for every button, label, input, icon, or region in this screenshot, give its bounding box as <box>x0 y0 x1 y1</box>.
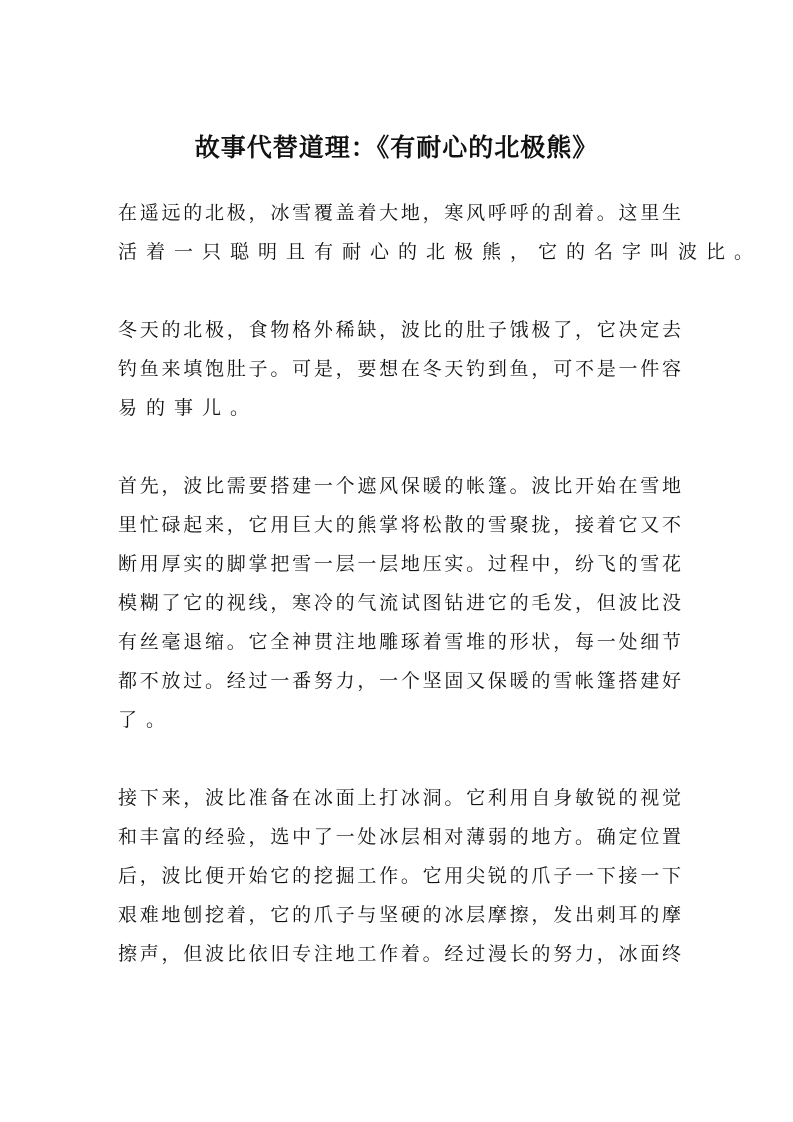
paragraph <box>118 779 681 974</box>
text-line: 在遥远的北极，冰雪覆盖着大地，寒风呼呼的刮着。这里生 <box>118 202 681 224</box>
text-line: 和丰富的经验，选中了一处冰层相对薄弱的地方。确定位置 <box>118 826 681 848</box>
paragraph <box>118 194 763 272</box>
text-line: 有丝毫退缩。它全神贯注地雕琢着雪堆的形状，每一处细节 <box>118 631 681 653</box>
text-line: 都不放过。经过一番努力，一个坚固又保暖的雪帐篷搭建好 <box>118 670 681 692</box>
paragraph <box>118 467 681 740</box>
text-line: 了。 <box>118 709 175 731</box>
text-line: 擦声，但波比依旧专注地工作着。经过漫长的努力，冰面终 <box>118 943 681 965</box>
document-title: 故事代替道理：《有耐心的北极熊》 <box>194 133 599 162</box>
text-line: 易的事儿。 <box>118 397 259 419</box>
text-line: 模糊了它的视线，寒冷的气流试图钻进它的毛发，但波比没 <box>118 592 681 614</box>
text-line: 断用厚实的脚掌把雪一层一层地压实。过程中，纷飞的雪花 <box>118 553 681 575</box>
text-line: 活着一只聪明且有耐心的北极熊，它的名字叫波比。 <box>118 241 763 263</box>
text-line: 艰难地刨挖着，它的爪子与坚硬的冰层摩擦，发出刺耳的摩 <box>118 904 681 926</box>
document-body <box>118 194 763 1013</box>
paragraph <box>118 311 681 428</box>
text-line: 里忙碌起来，它用巨大的熊掌将松散的雪聚拢，接着它又不 <box>118 514 681 536</box>
text-line: 接下来，波比准备在冰面上打冰洞。它利用自身敏锐的视觉 <box>118 787 681 809</box>
text-line: 后，波比便开始它的挖掘工作。它用尖锐的爪子一下接一下 <box>118 865 681 887</box>
text-line: 首先，波比需要搭建一个遮风保暖的帐篷。波比开始在雪地 <box>118 475 681 497</box>
text-line: 冬天的北极，食物格外稀缺，波比的肚子饿极了，它决定去 <box>118 319 681 341</box>
text-line: 钓鱼来填饱肚子。可是，要想在冬天钓到鱼，可不是一件容 <box>118 358 681 380</box>
